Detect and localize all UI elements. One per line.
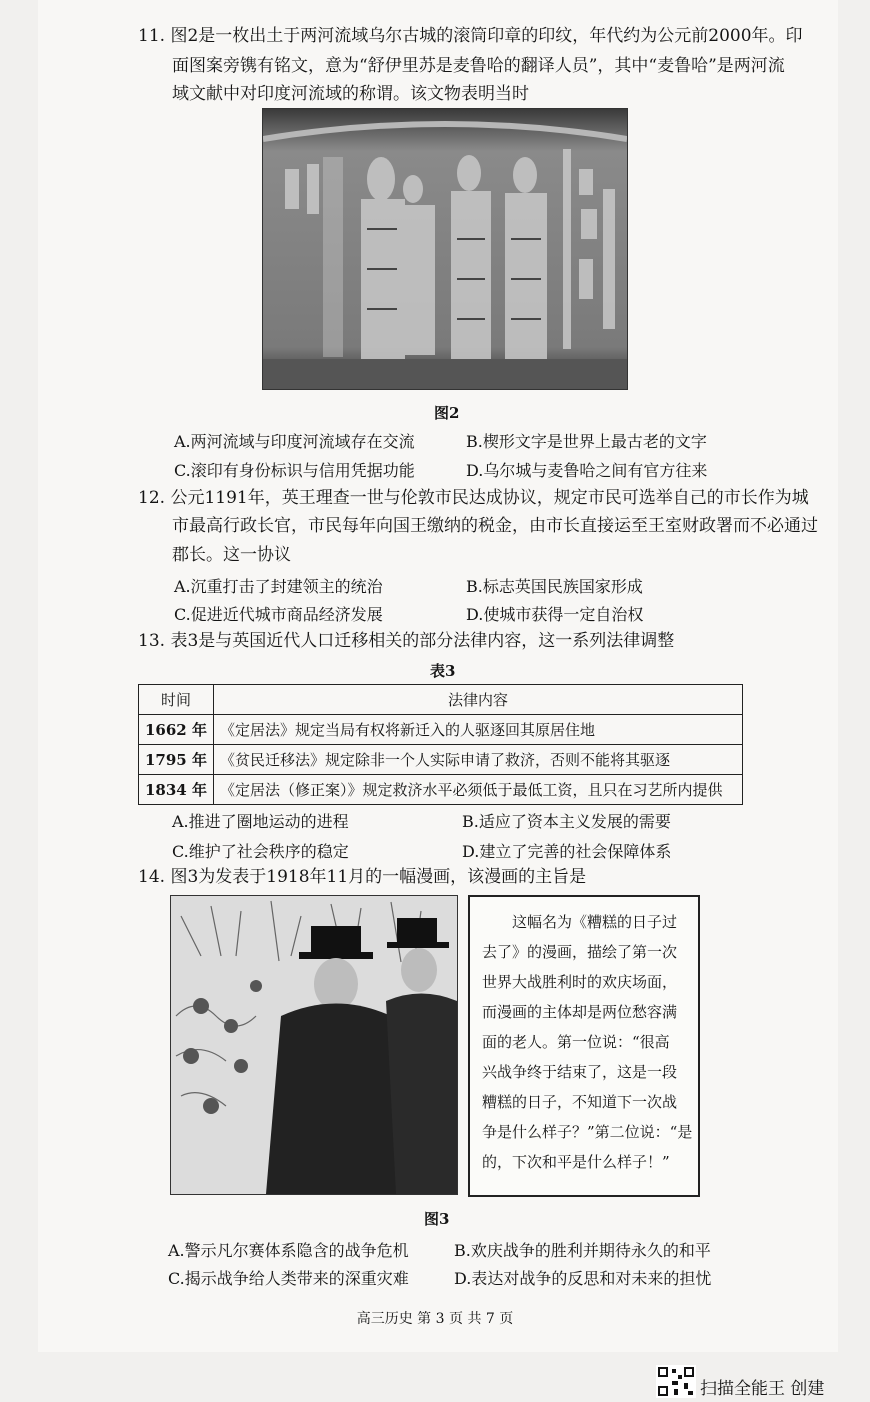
- description-line: 糟糕的日子，不知道下一次战: [482, 1093, 678, 1111]
- q12-option-c[interactable]: C.促进近代城市商品经济发展: [174, 605, 383, 624]
- page-footer: 高三历史 第 3 页 共 7 页: [356, 1311, 514, 1327]
- table-cell-content: 《定居法（修正案）》规定救济水平必须低于最低工资，且只在习艺所内提供: [213, 775, 742, 805]
- q14-option-a[interactable]: A.警示凡尔赛体系隐含的战争危机: [168, 1241, 409, 1260]
- figure-3-caption: 图3: [424, 1210, 450, 1228]
- description-line: 的，下次和平是什么样子！”: [482, 1153, 670, 1171]
- table-row: [139, 775, 743, 805]
- scanner-watermark: 扫描全能王 创建: [700, 1379, 825, 1399]
- table-3-title: 表3: [430, 662, 456, 680]
- table-cell-year: 1662 年: [139, 715, 214, 745]
- q14-option-c[interactable]: C.揭示战争给人类带来的深重灾难: [168, 1269, 409, 1288]
- law-table: [138, 684, 743, 805]
- description-line: 去了》的漫画，描绘了第一次: [482, 943, 678, 961]
- table-cell-content: 《定居法》规定当局有权将新迁入的人驱逐回其原居住地: [213, 715, 742, 745]
- q12-stem-line2: 市最高行政长官，市民每年向国王缴纳的税金，由市长直接运至王室财政署而不必通过: [172, 516, 818, 536]
- description-line: 兴战争终于结束了，这是一段: [482, 1063, 678, 1081]
- description-line: 而漫画的主体却是两位愁容满: [482, 1003, 678, 1021]
- q14-stem-line1: 14. 图3为发表于1918年11月的一幅漫画，该漫画的主旨是: [138, 867, 587, 887]
- cartoon-description-box: [468, 895, 700, 1197]
- q13-option-d[interactable]: D.建立了完善的社会保障体系: [462, 842, 672, 861]
- table-header-content: 法律内容: [213, 685, 742, 715]
- description-line: 争是什么样子？”第二位说：“是: [482, 1123, 693, 1141]
- cylinder-seal-image: [262, 108, 628, 390]
- table-cell-year: 1834 年: [139, 775, 214, 805]
- qr-code-icon: [656, 1365, 696, 1398]
- q11-option-b[interactable]: B.楔形文字是世界上最古老的文字: [466, 432, 707, 451]
- q12-option-b[interactable]: B.标志英国民族国家形成: [466, 577, 643, 596]
- figure-2-caption: 图2: [434, 404, 460, 422]
- q14-option-d[interactable]: D.表达对战争的反思和对未来的担忧: [454, 1269, 712, 1288]
- q11-stem-line2: 面图案旁镌有铭文，意为“舒伊里苏是麦鲁哈的翻译人员”，其中“麦鲁哈”是两河流: [172, 56, 785, 76]
- q12-option-d[interactable]: D.使城市获得一定自治权: [466, 605, 644, 624]
- table-header-time: 时间: [139, 685, 214, 715]
- description-line: 这幅名为《糟糕的日子过: [482, 913, 678, 931]
- q11-stem-line1: 11. 图2是一枚出土于两河流域乌尔古城的滚筒印章的印纹，年代约为公元前2000年。印: [138, 26, 803, 46]
- q11-option-d[interactable]: D.乌尔城与麦鲁哈之间有官方往来: [466, 461, 708, 480]
- q13-option-b[interactable]: B.适应了资本主义发展的需要: [462, 812, 671, 831]
- q13-option-c[interactable]: C.维护了社会秩序的稳定: [172, 842, 349, 861]
- table-header-row: [139, 685, 743, 715]
- q11-option-a[interactable]: A.两河流域与印度河流域存在交流: [174, 432, 415, 451]
- q13-option-a[interactable]: A.推进了圈地运动的进程: [172, 812, 349, 831]
- q13-stem-line1: 13. 表3是与英国近代人口迁移相关的部分法律内容，这一系列法律调整: [138, 631, 675, 651]
- table-row: [139, 745, 743, 775]
- q11-option-c[interactable]: C.滚印有身份标识与信用凭据功能: [174, 461, 415, 480]
- cartoon-image: [170, 895, 458, 1195]
- description-line: 世界大战胜利时的欢庆场面，: [482, 973, 678, 991]
- q12-stem-line1: 12. 公元1191年，英王理查一世与伦敦市民达成协议，规定市民可选举自己的市长作为城: [138, 488, 809, 508]
- description-line: 面的老人。第一位说：“很高: [482, 1033, 670, 1051]
- q14-option-b[interactable]: B.欢庆战争的胜利并期待永久的和平: [454, 1241, 711, 1260]
- q12-option-a[interactable]: A.沉重打击了封建领主的统治: [174, 577, 383, 596]
- q11-stem-line3: 域文献中对印度河流域的称谓。该文物表明当时: [172, 84, 529, 104]
- table-cell-year: 1795 年: [139, 745, 214, 775]
- table-cell-content: 《贫民迁移法》规定除非一个人实际申请了救济，否则不能将其驱逐: [213, 745, 742, 775]
- table-row: [139, 715, 743, 745]
- q12-stem-line3: 郡长。这一协议: [172, 545, 291, 565]
